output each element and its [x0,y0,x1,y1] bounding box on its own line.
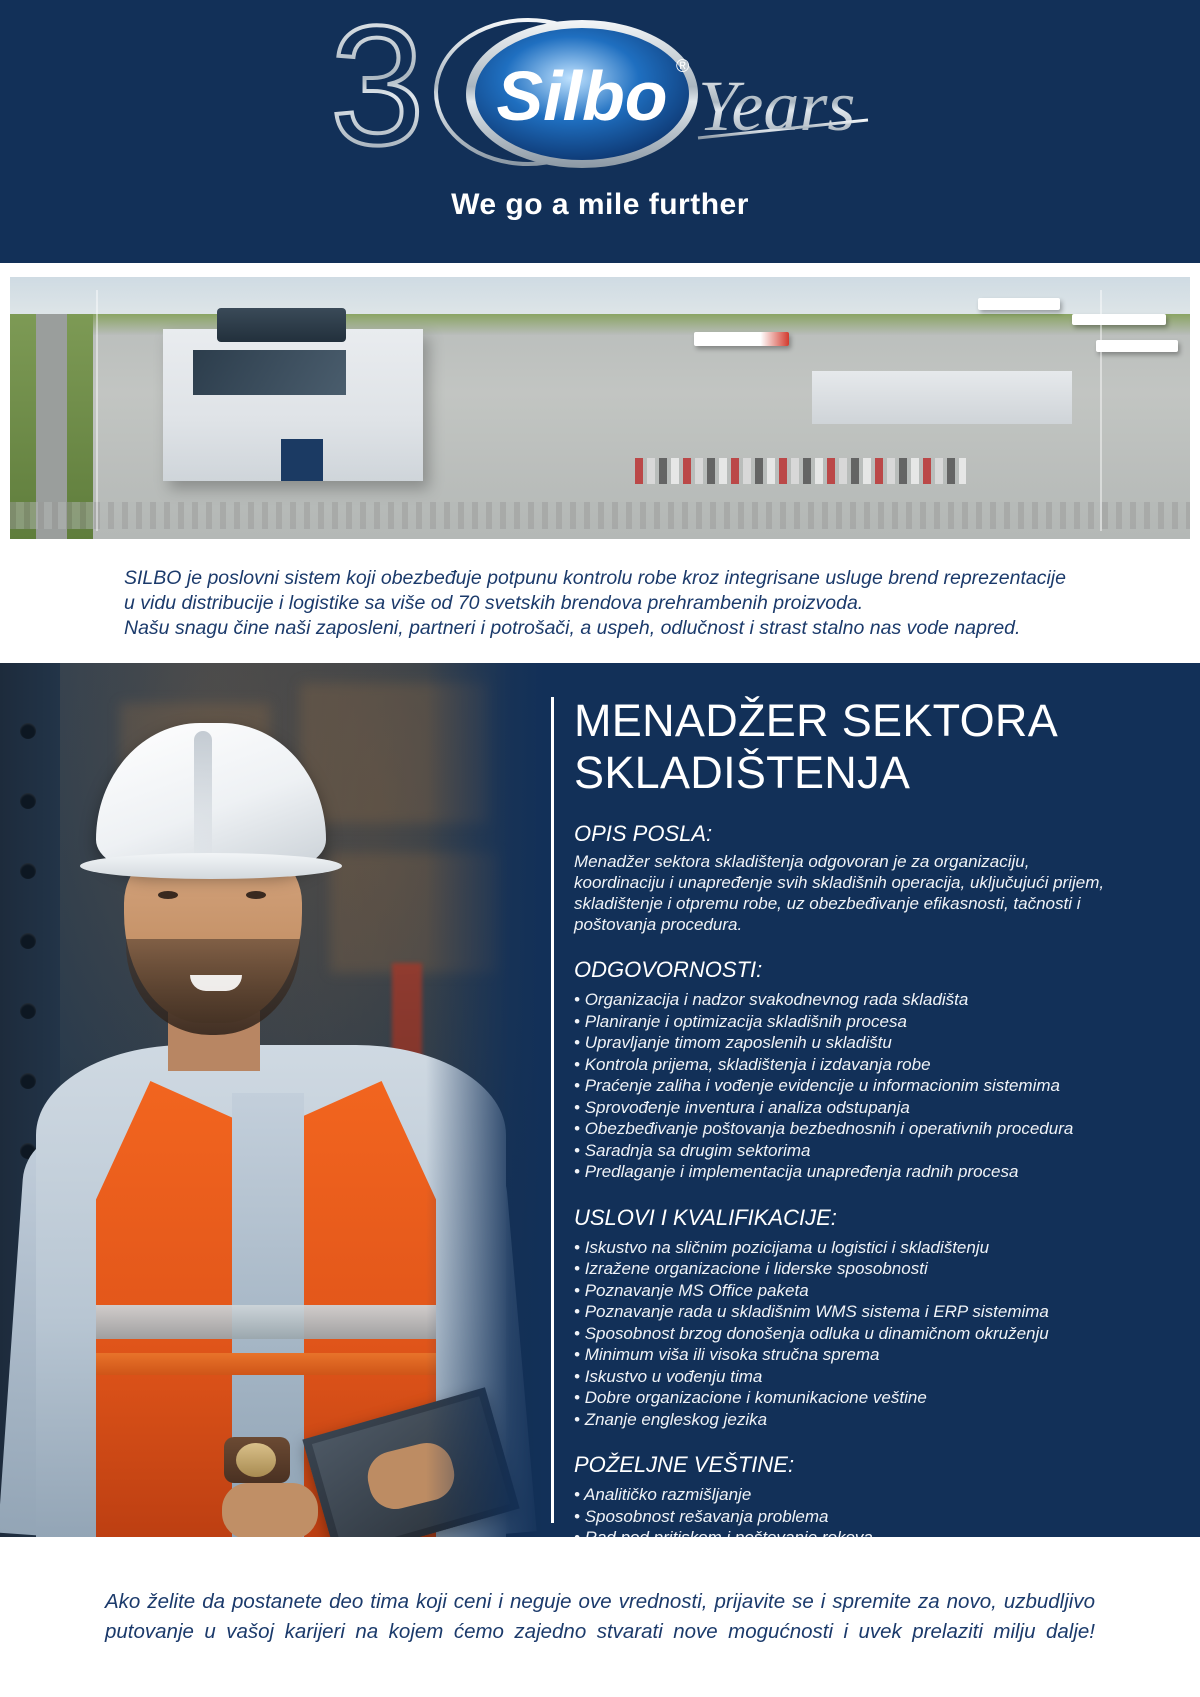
list-item: • Saradnja sa drugim sektorima [574,1140,1160,1162]
job-details-panel [0,663,1200,1537]
photo-truck [694,332,788,346]
photo-parked-cars [635,458,965,484]
section-heading-qualifications: USLOVI I KVALIFIKACIJE: [574,1204,837,1230]
photo-light-pole [1100,290,1102,531]
list-item: • Dobre organizacione i komunikacione veštine [574,1387,1160,1409]
list-item: • Analitičko razmišljanje [574,1484,1160,1506]
list-item: • Znanje engleskog jezika [574,1409,1160,1431]
job-title-line-2: SKLADIŠTENJA [574,747,911,798]
photo-parked-cars-row [10,502,1190,528]
list-item: • Poznavanje MS Office paketa [574,1280,1160,1302]
list-item: • Iskustvo u vođenju tima [574,1366,1160,1388]
svg-text:®: ® [676,56,690,76]
section-heading-responsibilities: ODGOVORNOSTI: [574,957,763,982]
list-item: • Predlaganje i implementacija unapređenja radnih procesa [574,1161,1160,1183]
photo-truck [978,298,1061,310]
list-item: • Sposobnost rešavanja problema [574,1506,1160,1528]
photo-wristwatch [224,1437,290,1483]
list-item: • Praćenje zaliha i vođenje evidencije u informacionim sistemima [574,1075,1160,1097]
qualifications-list [558,1237,1160,1431]
silbo-30-years-logo [320,0,880,184]
list-item: • Iskustvo na sličnim pozicijama u logistici i skladištenju [574,1237,1160,1259]
photo-vest-reflective-strip [96,1305,436,1339]
page-title [558,695,1160,799]
job-description-body: Menadžer sektora skladištenja odgovoran je za organizaciju, koordinaciju i unapređenje svih skladišnih operacija, uključujući prijem, skladištenje i otpremu robe, uz obezbeđivanje efikasnosti, tačnosti i poštovanja procedura. [574,852,1105,934]
section-heading-desirable-skills: POŽELJNE VEŠTINE: [574,1452,795,1477]
company-tagline: We go a mile further [451,188,749,221]
list-item: • Kontrola prijema, skladištenja i izdavanja robe [574,1054,1160,1076]
intro-line-1: SILBO je poslovni sistem koji obezbeđuje potpunu kontrolu robe kroz integrisane usluge brend reprezentacije [124,567,1066,589]
photo-building-entrance [281,439,322,481]
list-item: • Obezbeđivanje poštovanja bezbednosnih i operativnih procedura [574,1118,1160,1140]
photo-rooftop-structure [217,308,347,342]
responsibilities-list [558,989,1160,1183]
photo-worker-hand [222,1483,318,1539]
job-text-column [546,663,1200,1537]
list-item: • Sprovođenje inventura i analiza odstupanja [574,1097,1160,1119]
vertical-accent-line [551,697,554,1523]
list-item: • Poznavanje rada u skladišnim WMS sistema i ERP sistemima [574,1301,1160,1323]
call-to-action-text: Ako želite da postanete deo tima koji ceni i neguje ove vrednosti, prijavite se i spremite za novo, uzbudljivo putovanje u vašoj karijeri na kojem ćemo zajedno stvarati nove mogućnosti i uvek prelaziti milju dalje! [105,1590,1095,1643]
photo-gradient-fade [426,663,546,1537]
list-item: • Minimum viša ili visoka stručna sprema [574,1344,1160,1366]
photo-truck [1072,314,1166,326]
list-item: • Organizacija i nadzor svakodnevnog rada skladišta [574,989,1160,1011]
list-item: • Upravljanje timom zaposlenih u skladištu [574,1032,1160,1054]
svg-text:3: 3 [330,0,425,181]
photo-warehouse [812,371,1072,423]
photo-truck [1096,340,1179,352]
photo-glass-facade [193,350,346,395]
intro-line-3: Našu snagu čine naši zaposleni, partneri i potrošači, a uspeh, odlučnost i strast stalno nas vode napred. [124,617,1021,639]
warehouse-worker-photo [0,663,546,1537]
photo-worker-eye [158,891,178,899]
svg-text:Silbo: Silbo [496,57,668,135]
photo-vest-reflective-strip [96,1353,436,1375]
photo-worker-eye [246,891,266,899]
photo-worker-smile [190,975,242,991]
list-item: • Sposobnost brzog donošenja odluka u dinamičnom okruženju [574,1323,1160,1345]
list-item: • Izražene organizacione i liderske sposobnosti [574,1258,1160,1280]
photo-light-pole [96,290,98,531]
list-item: • Planiranje i optimizacija skladišnih procesa [574,1011,1160,1033]
header-banner [0,0,1200,263]
section-heading-description: OPIS POSLA: [574,821,713,846]
logo-graphic [320,0,880,184]
job-title-line-1: MENADŽER SEKTORA [574,695,1059,746]
footer-banner [0,1537,1200,1697]
facility-aerial-photo [10,277,1190,539]
intro-line-2: u vidu distribucije i logistike sa više od 70 svetskih brendova prehrambenih proizvoda. [124,592,864,614]
svg-text:Years: Years [698,66,856,146]
company-intro-paragraph [124,566,1064,641]
